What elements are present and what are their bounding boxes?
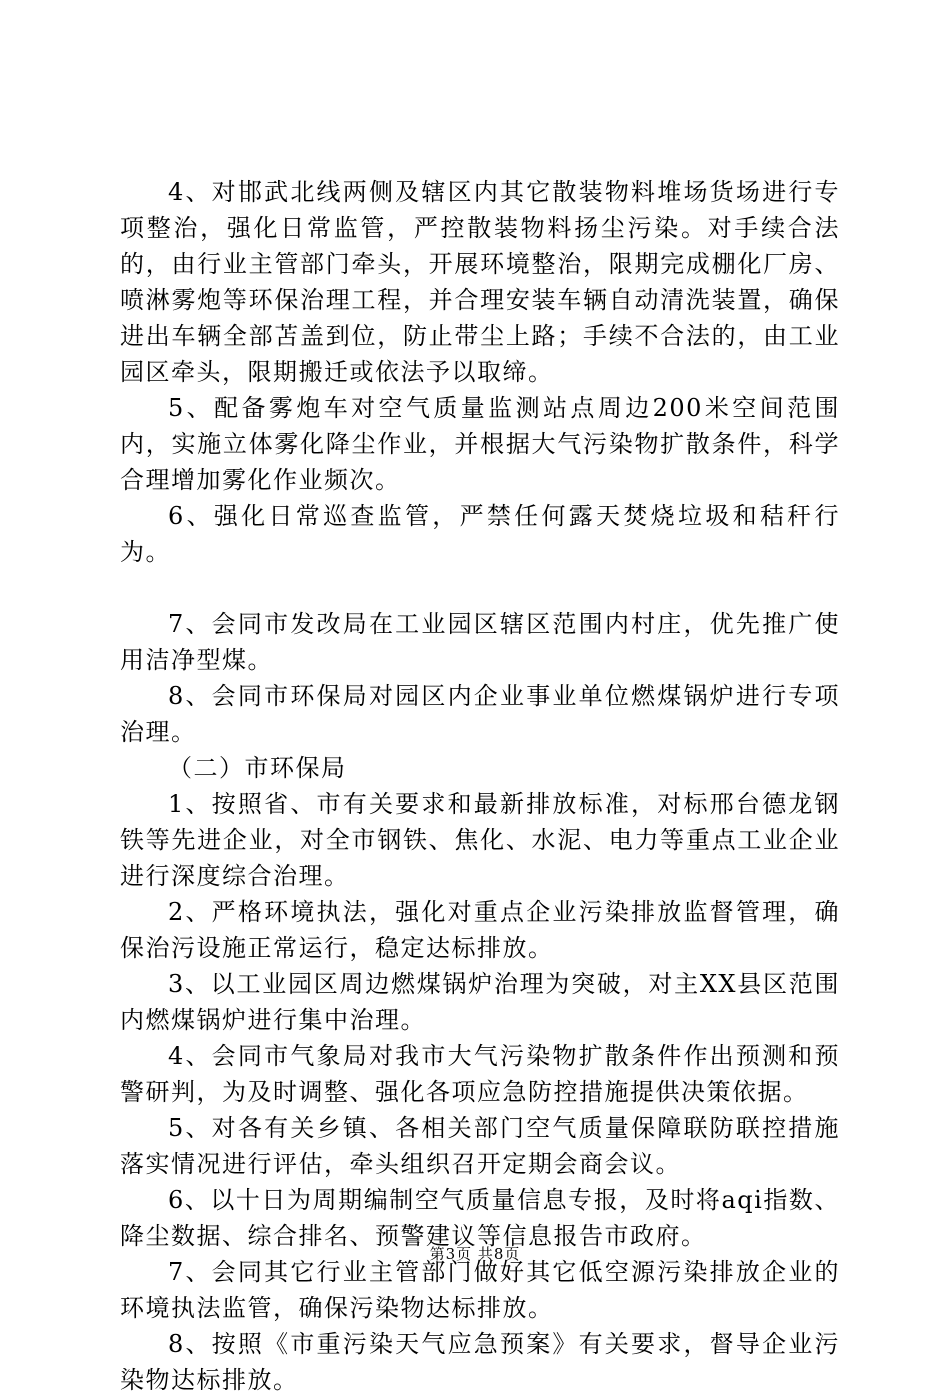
- paragraph-env-7: 7、会同其它行业主管部门做好其它低空源污染排放企业的环境执法监管，确保污染物达标排放。: [120, 1258, 840, 1322]
- paragraph-item-7-clean-coal: 7、会同市发改局在工业园区辖区范围内村庄，优先推广使用洁净型煤。: [120, 610, 840, 674]
- paragraph-env-5: 5、对各有关乡镇、各相关部门空气质量保障联防联控措施落实情况进行评估，牵头组织召开定期会商会议。: [120, 1114, 840, 1178]
- paragraph-item-8-boiler: 8、会同市环保局对园区内企业事业单位燃煤锅炉进行专项治理。: [120, 682, 840, 746]
- paragraph-env-8: 8、按照《市重污染天气应急预案》有关要求，督导企业污染物达标排放。: [120, 1330, 840, 1394]
- paragraph-item-5-fog-cannon: 5、配备雾炮车对空气质量监测站点周边200米空间范围内，实施立体雾化降尘作业，并根据大气污染物扩散条件，科学合理增加雾化作业频次。: [120, 394, 840, 494]
- paragraph-item-6-patrol: 6、强化日常巡查监管，严禁任何露天焚烧垃圾和秸秆行为。: [120, 502, 840, 566]
- paragraph-env-6: 6、以十日为周期编制空气质量信息专报，及时将aqi指数、降尘数据、综合排名、预警建议等信息报告市政府。: [120, 1186, 840, 1250]
- paragraph-env-1: 1、按照省、市有关要求和最新排放标准，对标邢台德龙钢铁等先进企业，对全市钢铁、焦化、水泥、电力等重点工业企业进行深度综合治理。: [120, 790, 840, 890]
- page-number-footer: 第3页 共8页: [429, 1245, 521, 1263]
- section-heading-environment-bureau: （二）市环保局: [168, 754, 347, 782]
- paragraph-item-4-yard-regulation: 4、对邯武北线两侧及辖区内其它散装物料堆场货场进行专项整治，强化日常监管，严控散装物料扬尘污染。对手续合法的，由行业主管部门牵头，开展环境整治，限期完成棚化厂房、喷淋雾炮等环保治理工程，并合理安装车辆自动清洗装置，确保进出车辆全部苫盖到位，防止带尘上路；手续不合法的，由工业园区牵头，限期搬迁或依法予以取缔。: [120, 178, 840, 386]
- paragraph-env-3: 3、以工业园区周边燃煤锅炉治理为突破，对主XX县区范围内燃煤锅炉进行集中治理。: [120, 970, 840, 1034]
- document-body: [120, 174, 840, 1398]
- paragraph-env-4: 4、会同市气象局对我市大气污染物扩散条件作出预测和预警研判，为及时调整、强化各项应急防控措施提供决策依据。: [120, 1042, 840, 1106]
- paragraph-env-2: 2、严格环境执法，强化对重点企业污染排放监督管理，确保治污设施正常运行，稳定达标排放。: [120, 898, 840, 962]
